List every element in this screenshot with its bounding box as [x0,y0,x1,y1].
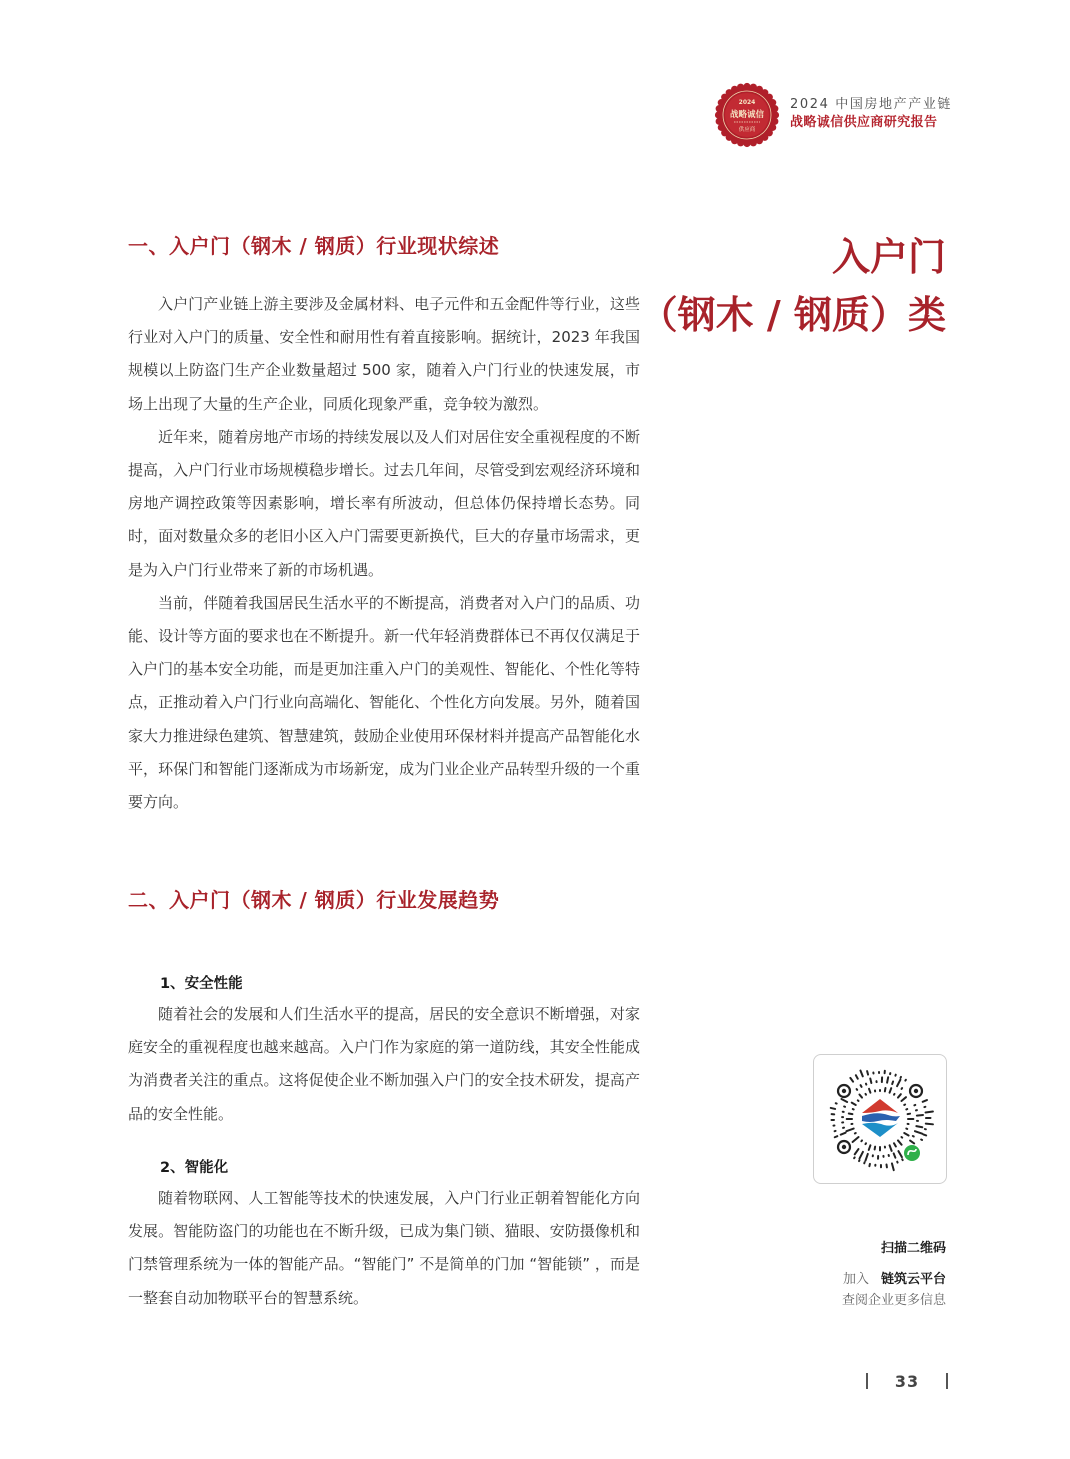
qr-caption-join-label: 加入 [842,1272,869,1287]
qr-module [923,1134,926,1135]
qr-module [894,1153,896,1157]
qr-module [901,1137,902,1138]
qr-module [894,1143,896,1146]
qr-module [866,1143,867,1144]
qr-module [894,1094,895,1095]
qr-module [915,1131,922,1134]
qr-module [910,1141,914,1144]
qr-module [892,1163,894,1170]
section-status-body [128,288,640,819]
qr-module [901,1097,906,1101]
page-divider-left [866,1373,868,1389]
category-title-line2: （钢木 / 钢质）类 [639,293,946,337]
report-title-line2: 战略诚信供应商研究报告 [790,115,938,130]
page-number-value: 33 [894,1371,920,1391]
section-heading-status: 一、入户门（钢木 / 钢质）行业现状综述 [128,234,500,258]
qr-module [856,1075,858,1079]
category-title [640,228,946,344]
subsection-heading-smart: 2、智能化 [160,1160,229,1176]
report-title-line1: 2024 中国房地产产业链 [790,97,953,112]
qr-module [855,1149,859,1154]
subsection-smart-body [128,1182,640,1315]
mini-program-icon [904,1145,920,1161]
qr-module [855,1133,856,1134]
qr-module [898,1094,901,1097]
paragraph: 随着社会的发展和人们生活水平的提高，居民的安全意识不断增强，对家庭安全的重视程度也越来越高。入户门作为家庭的第一道防线，其安全性能成为消费者关注的重点。这将促使企业不断加强入户门的安全技术研发，提高产品的安全性能。 [128,1005,640,1123]
qr-module [904,1105,905,1106]
qr-module [859,1152,862,1159]
qr-code-icon[interactable] [813,1054,947,1184]
qr-module [846,1129,853,1132]
qr-module [841,1133,846,1135]
section-heading-trends: 二、入户门（钢木 / 钢质）行业发展趋势 [128,888,500,912]
paragraph: 当前，伴随着我国居民生活水平的不断提高，消费者对入户门的品质、功能、设计等方面的要求也在不断提升。新一代年轻消费群体已不再仅仅满足于入户门的基本安全功能，而是更加注重入户门的美观性、智能化、个性化等特点，正推动着入户门行业向高端化、智能化、个性化方向发展。另外，随着国家大力推进绿色建筑、智慧建筑，鼓励企业使用环保材料并提高产品智能化水平，环保门和智能门逐渐成为市场新宠，成为门业企业产品转型升级的一个重要方向。 [128,593,640,812]
chain-platform-logo-icon [858,1097,902,1139]
qr-module [926,1124,933,1125]
seal-badge-icon [714,82,780,148]
qr-caption-title: 扫描二维码 [880,1241,946,1256]
qr-module [898,1151,902,1157]
qr-module [853,1137,859,1142]
report-header [790,96,953,132]
qr-module [917,1115,923,1116]
qr-module [897,1080,900,1087]
qr-module [854,1157,855,1158]
qr-caption-join [843,1268,946,1287]
qr-module [859,1095,862,1098]
paragraph: 入户门产业链上游主要涉及金属材料、电子元件和五金配件等行业，这些行业对入户门的质量、安全性和耐用性有着直接影响。据统计，2023 年我国规模以上防盗门生产企业数量超过 500 家，随着入户门行业的快速发展，市场上出现了大量的生产企业，同质化现象严重，竞争较为激烈。 [128,295,640,413]
qr-module [841,1099,847,1102]
qr-module [869,1164,870,1166]
qr-module [890,1145,892,1151]
category-title-line1: 入户门 [831,235,946,279]
qr-caption-more: 查阅企业更多信息 [841,1293,946,1308]
qr-module [869,1089,870,1093]
qr-module [869,1145,871,1150]
qr-module [866,1094,867,1095]
qr-module [904,1133,908,1136]
paragraph: 近年来，随着房地产市场的持续发展以及人们对居住安全重视程度的不断提高，入户门行业市场规模稳步增长。过去几年间，尽管受到宏观经济环境和房地产调控政策等因素影响，增长率有所波动，但总体仍保持增长态势。同时，面对数量众多的老旧小区入户门需要更新换代，巨大的存量市场需求，更是为入户门行业带来了新的市场机遇。 [128,427,640,579]
qr-module [858,1100,859,1101]
svg-text:供应商: 供应商 [738,127,756,133]
qr-module [875,1147,876,1150]
qr-module [870,1079,871,1084]
qr-module [905,1080,906,1081]
page-number [866,1368,948,1394]
qr-module [865,1154,867,1161]
qr-module [902,1088,903,1089]
paragraph: 随着物联网、人工智能等技术的快速发展，入户门行业正朝着智能化方向发展。智能防盗门的功能也在不断升级，已成为集门锁、猫眼、安防摄像机和门禁管理系统为一体的智能产品。“智能门” 不是简单的门加 “智能锁” ，而是一整套自动加物联平台的智慧系统。 [128,1189,640,1307]
qr-module [867,1071,868,1074]
qr-module [923,1100,927,1102]
qr-module [852,1103,856,1105]
qr-module [831,1108,835,1109]
subsection-safety-body [128,998,640,1131]
svg-text:战略诚信: 战略诚信 [729,110,765,120]
qr-module [885,1088,886,1091]
subsection-heading-safety: 1、安全性能 [160,976,243,992]
qr-module [898,1140,902,1144]
qr-module [857,1089,858,1090]
qr-module [835,1136,838,1137]
qr-module [892,1081,893,1084]
qr-module [861,1140,862,1141]
qr-module [850,1078,853,1082]
qr-caption-platform: 链筑云平台 [880,1272,946,1287]
qr-module [926,1111,933,1112]
qr-module [890,1088,892,1093]
qr-module [849,1113,853,1114]
page-divider-right [946,1373,948,1389]
qr-module [887,1077,888,1082]
qr-module [916,1126,922,1127]
qr-module [860,1070,862,1076]
qr-module [861,1085,862,1087]
svg-text:2024: 2024 [738,99,756,106]
